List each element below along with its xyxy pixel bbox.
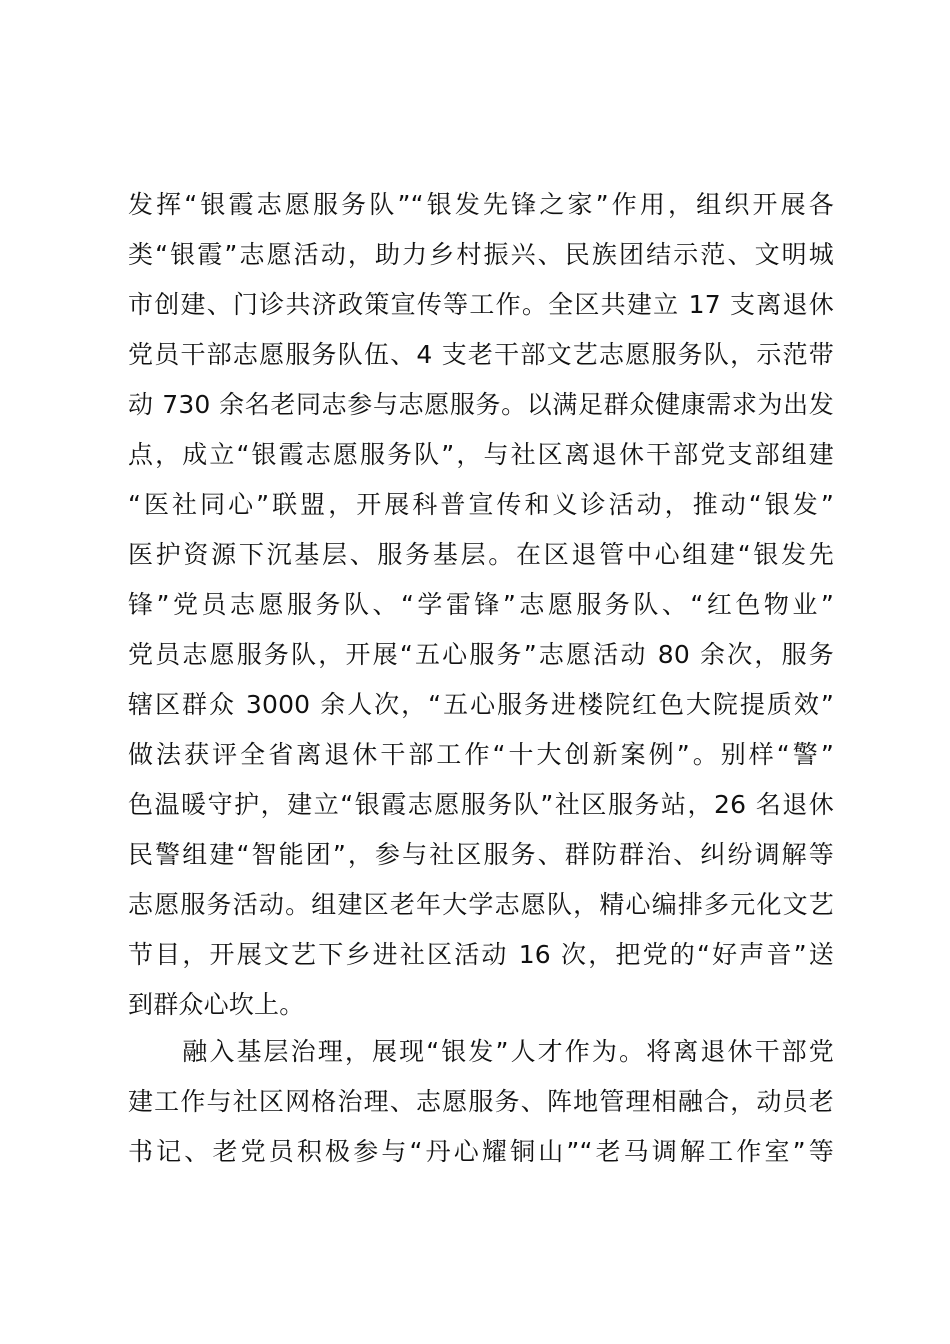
text-line: 书记、老党员积极参与“丹心耀铜山”“老马调解工作室”等 xyxy=(128,1137,834,1166)
body-paragraph-1 xyxy=(128,180,834,1030)
text-line: 辖区群众 3000 余人次，“五心服务进楼院红色大院提质效” xyxy=(128,690,834,719)
text-line: 类“银霞”志愿活动，助力乡村振兴、民族团结示范、文明城 xyxy=(128,240,834,269)
text-line: 发挥“银霞志愿服务队”“银发先锋之家”作用，组织开展各 xyxy=(128,190,834,219)
text-line: 节目，开展文艺下乡进社区活动 16 次，把党的“好声音”送 xyxy=(128,940,834,969)
text-line: 市创建、门诊共济政策宣传等工作。全区共建立 17 支离退休 xyxy=(128,290,834,319)
text-line: “医社同心”联盟，开展科普宣传和义诊活动，推动“银发” xyxy=(128,490,834,519)
text-line: 锋”党员志愿服务队、“学雷锋”志愿服务队、“红色物业” xyxy=(128,590,834,619)
text-line: 做法获评全省离退休干部工作“十大创新案例”。别样“警” xyxy=(128,740,834,769)
text-line: 党员干部志愿服务队伍、4 支老干部文艺志愿服务队，示范带 xyxy=(128,340,834,369)
text-line: 民警组建“智能团”，参与社区服务、群防群治、纠纷调解等 xyxy=(128,840,834,869)
text-line: 点，成立“银霞志愿服务队”，与社区离退休干部党支部组建 xyxy=(128,440,834,469)
text-line: 建工作与社区网格治理、志愿服务、阵地管理相融合，动员老 xyxy=(128,1087,834,1116)
text-line: 志愿服务活动。组建区老年大学志愿队，精心编排多元化文艺 xyxy=(128,890,834,919)
body-paragraph-2 xyxy=(128,1027,834,1177)
text-line: 融入基层治理，展现“银发”人才作为。将离退休干部党 xyxy=(128,1037,834,1066)
text-line: 动 730 余名老同志参与志愿服务。以满足群众健康需求为出发 xyxy=(128,390,834,419)
text-line: 色温暖守护，建立“银霞志愿服务队”社区服务站，26 名退休 xyxy=(128,790,834,819)
text-line: 到群众心坎上。 xyxy=(128,990,305,1019)
text-line: 医护资源下沉基层、服务基层。在区退管中心组建“银发先 xyxy=(128,540,834,569)
text-line: 党员志愿服务队，开展“五心服务”志愿活动 80 余次，服务 xyxy=(128,640,834,669)
